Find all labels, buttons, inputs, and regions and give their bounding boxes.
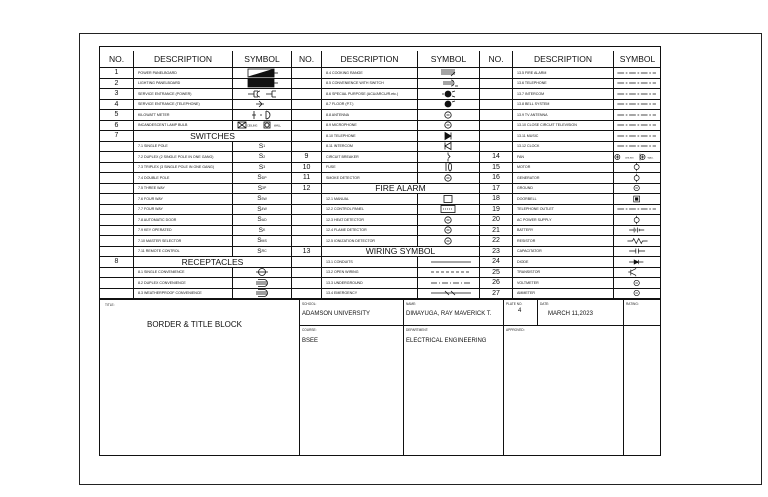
legend-description: SMOKE DETECTOR [322, 173, 418, 184]
legend-description: FUSE [322, 163, 418, 174]
legend-no [100, 226, 134, 237]
legend-description: SERVICE ENTRANCE (POWER) [134, 89, 233, 100]
legend-description: RESISTOR [513, 236, 614, 247]
legend-no [100, 289, 134, 300]
battery-symbol-icon [614, 226, 661, 236]
legend-description: 13.5 FIRE ALARM [513, 68, 614, 79]
legend-symbol [418, 205, 480, 216]
legend-symbol [614, 236, 661, 247]
legend-description: 13.12 CLOCK [513, 142, 614, 153]
legend-symbol [614, 89, 661, 100]
switch-subscript: RC [261, 249, 267, 254]
legend-no [100, 152, 134, 163]
header-description: DESCRIPTION [134, 51, 233, 68]
legend-description: TRANSISTOR [513, 268, 614, 279]
legend-symbol [233, 121, 292, 132]
legend-symbol [614, 121, 661, 132]
legend-description: POWER PANELBOARD [134, 68, 233, 79]
switch-subscript: AD [261, 217, 267, 222]
legend-no: 7 [100, 131, 134, 142]
legend-description: SERVICE ENTRANCE (TELEPHONE) [134, 100, 233, 111]
legend-symbol: S 3W [233, 194, 292, 205]
legend-no: 25 [480, 268, 513, 279]
conv-sw-symbol-icon [421, 79, 477, 89]
legend-no: 11 [292, 173, 322, 184]
legend-no [292, 257, 322, 268]
legend-description: 13.4 EMERGENCY [322, 289, 418, 300]
legend-symbol [418, 173, 480, 184]
legend-symbol [614, 194, 661, 205]
legend-symbol [233, 110, 292, 121]
title-block-mid-border [299, 325, 661, 326]
legend-description: AMMETER [513, 289, 614, 300]
legend-description: 12.1 MANUAL [322, 194, 418, 205]
legend-description: 8.9 MICROPHONE [322, 121, 418, 132]
legend-symbol [418, 152, 480, 163]
legend-symbol [418, 163, 480, 174]
circle-symbol-icon [421, 173, 477, 183]
legend-no: 16 [480, 173, 513, 184]
legend-symbol [233, 89, 292, 100]
legend-description: CIRCUIT BREAKER [322, 152, 418, 163]
legend-description: 8.3 WEATHERPROOF CONVENIENCE [134, 289, 233, 300]
legend-symbol [614, 247, 661, 258]
legend-symbol [418, 110, 480, 121]
lamp-symbol-icon [234, 121, 290, 131]
legend-no [480, 110, 513, 121]
legend-symbol [233, 100, 292, 111]
legend-no [480, 131, 513, 142]
department-value: ELECTRICAL ENGINEERING [406, 338, 487, 344]
legend-description: 13.10 CLOSE CIRCUIT TELEVISION [513, 121, 614, 132]
transistor-symbol-icon [614, 268, 661, 278]
circle-symbol-icon [614, 278, 661, 288]
legend-symbol [418, 236, 480, 247]
legend-description: INCANDESCENT LAMP BULB [134, 121, 233, 132]
switch-subscript: K [263, 228, 266, 233]
legend-no [100, 142, 134, 153]
legend-description: 12.2 CONTROL PANEL [322, 205, 418, 216]
legend-symbol: S MS [233, 236, 292, 247]
legend-no [100, 278, 134, 289]
line-alt-symbol-icon [614, 100, 661, 110]
title-block-divider-plate [503, 299, 504, 455]
legend-no [480, 100, 513, 111]
legend-no: 26 [480, 278, 513, 289]
legend-symbol [614, 184, 661, 195]
legend-symbol [614, 215, 661, 226]
legend-no [292, 89, 322, 100]
header-no: NO. [100, 51, 134, 68]
legend-symbol [418, 79, 480, 90]
legend-no: 9 [292, 152, 322, 163]
legend-no: 17 [480, 184, 513, 195]
header-no: NO. [480, 51, 513, 68]
header-symbol: SYMBOL [418, 51, 480, 68]
legend-symbol: S 4W [233, 205, 292, 216]
legend-description: 7.11 REMOTE CONTROL [134, 247, 233, 258]
legend-no [292, 205, 322, 216]
legend-no: 14 [480, 152, 513, 163]
title-block-divider-date [537, 299, 538, 325]
legend-symbol: S 2 [233, 152, 292, 163]
legend-symbol [614, 68, 661, 79]
legend-description: 7.5 THREE WAY [134, 184, 233, 195]
legend-description: 8.6 SPECIAL PURPOSE (ACU/ARCU/R.etc.) [322, 89, 418, 100]
legend-symbol [418, 215, 480, 226]
legend-description: 13.2 OPEN WIRING [322, 268, 418, 279]
circle-symbol-icon [421, 121, 477, 131]
switch-subscript: 1 [263, 144, 266, 149]
legend-no [292, 79, 322, 90]
rec-duplex-symbol-icon [234, 278, 290, 288]
legend-description: BATTERY [513, 226, 614, 237]
legend-no [480, 121, 513, 132]
legend-no: 1 [100, 68, 134, 79]
switch-subscript: 4W [261, 207, 267, 212]
legend-no: 23 [480, 247, 513, 258]
legend-symbol [614, 173, 661, 184]
line-solid-symbol-icon [421, 257, 477, 267]
line-alt-symbol-icon [614, 68, 661, 78]
legend-symbol [614, 110, 661, 121]
switch-subscript: 3 [263, 165, 266, 170]
legend-description: 8.8 ANTENNA [322, 110, 418, 121]
motor-symbol-icon [614, 215, 661, 225]
legend-no: 20 [480, 215, 513, 226]
section-title: SWITCHES [134, 131, 292, 142]
legend-symbol [418, 289, 480, 300]
fan-wall-label: WALL [647, 157, 654, 160]
legend-no: 15 [480, 163, 513, 174]
legend-description: 7.2 DUPLEX (2 SINGLE POLE IN ONE GANG) [134, 152, 233, 163]
legend-symbol: S AD [233, 215, 292, 226]
capacitor-symbol-icon [614, 247, 661, 257]
circle-symbol-icon [614, 289, 661, 299]
header-no: NO. [292, 51, 322, 68]
legend-description: 7.8 AUTOMATIC DOOR [134, 215, 233, 226]
panel-box-symbol-icon [421, 205, 477, 215]
legend-no [292, 142, 322, 153]
legend-symbol [614, 205, 661, 216]
title-block-top-border [100, 299, 661, 300]
approved-label: APPROVED: [506, 328, 525, 332]
course-value: BSEE [302, 338, 319, 344]
legend-symbol [614, 131, 661, 142]
legend-no [480, 89, 513, 100]
legend-no [292, 215, 322, 226]
legend-no: 3 [100, 89, 134, 100]
legend-no [292, 68, 322, 79]
floor-symbol-icon [421, 100, 477, 110]
legend-symbol [233, 278, 292, 289]
line-alt-symbol-icon [614, 110, 661, 120]
fan-ceiling-label: CEILING [624, 157, 634, 160]
legend-no [480, 79, 513, 90]
legend-no [100, 173, 134, 184]
legend-no: 18 [480, 194, 513, 205]
legend-description: TELEPHONE OUTLET [513, 205, 614, 216]
legend-symbol [418, 278, 480, 289]
legend-symbol [614, 278, 661, 289]
department-label: DEPARTMENT: [406, 328, 429, 332]
legend-symbol [418, 68, 480, 79]
legend-no [480, 142, 513, 153]
rating-label: RATING: [626, 302, 639, 306]
line-alt-symbol-icon [614, 79, 661, 89]
legend-no [292, 236, 322, 247]
legend-description: 7.6 FOUR WAY [134, 194, 233, 205]
legend-no [100, 268, 134, 279]
service-tel-symbol-icon [234, 100, 290, 110]
fuse-symbol-icon [421, 163, 477, 173]
legend-symbol [233, 289, 292, 300]
legend-symbol [418, 268, 480, 279]
legend-description: MOTOR [513, 163, 614, 174]
line-alt-symbol-icon [614, 131, 661, 141]
legend-symbol [614, 268, 661, 279]
square-symbol-icon [421, 194, 477, 204]
date-label: DATE: [540, 302, 550, 306]
legend-description: FAN [513, 152, 614, 163]
legend-no [292, 278, 322, 289]
circle-symbol-icon [421, 215, 477, 225]
legend-symbol [418, 121, 480, 132]
title-block-divider-rating [623, 299, 624, 455]
motor-symbol-icon [614, 163, 661, 173]
legend-no: 12 [292, 184, 322, 195]
legend-description: LIGHTING PANELBOARD [134, 79, 233, 90]
legend-symbol [614, 152, 661, 163]
legend-no [292, 131, 322, 142]
section-title: RECEPTACLES [134, 257, 292, 268]
legend-description: CAPACITATOR [513, 247, 614, 258]
legend-description: 13.1 CONDUITS [322, 257, 418, 268]
line-dashdot-symbol-icon [421, 278, 477, 288]
legend-description: DOORBELL [513, 194, 614, 205]
legend-no [100, 236, 134, 247]
plate-value: 4 [518, 308, 522, 314]
switch-subscript: MS [261, 238, 267, 243]
rec-wp-symbol-icon [234, 289, 290, 299]
doorbell-symbol-icon [614, 194, 661, 204]
legend-no [292, 289, 322, 300]
line-alt-symbol-icon [614, 142, 661, 152]
legend-no: 8 [100, 257, 134, 268]
legend-symbol [233, 79, 292, 90]
legend-description: 8.2 DUPLEX CONVENIENCE [134, 278, 233, 289]
legend-description: 8.1 SINGLE CONVENIENCE [134, 268, 233, 279]
legend-no: 4 [100, 100, 134, 111]
legend-description: KILOWATT METER [134, 110, 233, 121]
motor-symbol-icon [614, 173, 661, 183]
legend-no [292, 226, 322, 237]
name-label: NAME: [406, 302, 417, 306]
legend-description: 8.4 COOKING RANGE [322, 68, 418, 79]
resistor-symbol-icon [614, 236, 661, 246]
legend-no [292, 268, 322, 279]
legend-no: 5 [100, 110, 134, 121]
legend-description: AC POWER SUPPLY [513, 215, 614, 226]
range-symbol-icon [421, 68, 477, 78]
line-emerg-symbol-icon [421, 289, 477, 299]
legend-description: 7.1 SINGLE POLE [134, 142, 233, 153]
legend-description: 12.4 FLAME DETECTOR [322, 226, 418, 237]
legend-description: GROUND [513, 184, 614, 195]
legend-symbol [418, 142, 480, 153]
line-alt-symbol-icon [614, 121, 661, 131]
legend-symbol [614, 100, 661, 111]
legend-description: 7.10 MASTER SELECTOR [134, 236, 233, 247]
breaker-symbol-icon [421, 152, 477, 162]
legend-no [480, 68, 513, 79]
fan-symbol-icon [614, 152, 661, 162]
circle-symbol-icon [421, 226, 477, 236]
kwh-symbol-icon [234, 110, 290, 120]
special-symbol-icon [421, 89, 477, 99]
circle-symbol-icon [421, 236, 477, 246]
legend-description: 8.7 FLOOR (P.T.) [322, 100, 418, 111]
section-title: FIRE ALARM [322, 184, 480, 195]
name-value: DIMAYUGA, RAY MAVERICK T. [406, 311, 492, 317]
title-block-divider-left [299, 299, 300, 455]
switch-subscript: 3W [261, 196, 267, 201]
panel-lighting-symbol-icon [234, 79, 290, 89]
rec-single-symbol-icon [234, 268, 290, 278]
legend-symbol [418, 131, 480, 142]
diode-symbol-icon [614, 257, 661, 267]
legend-symbol [614, 163, 661, 174]
lamp-ceiling-label: CEILING [247, 124, 258, 128]
legend-symbol [614, 226, 661, 237]
legend-symbol: S DP [233, 173, 292, 184]
title-block-divider-name [403, 299, 404, 455]
legend-symbol [614, 289, 661, 300]
intercom-symbol-icon [421, 142, 477, 152]
legend-description: 8.10 TELEPHONE [322, 131, 418, 142]
legend-description: 13.7 INTERCOM [513, 89, 614, 100]
legend-symbol: S RC [233, 247, 292, 258]
legend-description: 13.9 TV ANTENNA [513, 110, 614, 121]
school-label: SCHOOL: [302, 302, 317, 306]
legend-description: 13.11 MUSIC [513, 131, 614, 142]
legend-symbol: S 3P [233, 184, 292, 195]
switch-subscript: DP [261, 175, 267, 180]
legend-no [292, 121, 322, 132]
legend-description: 7.3 TRIPLEX (3 SINGLE POLE IN ONE GANG) [134, 163, 233, 174]
circle-symbol-icon [614, 184, 661, 194]
header-symbol: SYMBOL [614, 51, 661, 68]
school-value: ADAMSON UNIVERSITY [302, 311, 371, 317]
legend-symbol [418, 89, 480, 100]
legend-no: 6 [100, 121, 134, 132]
legend-symbol [418, 226, 480, 237]
circle-symbol-icon [421, 110, 477, 120]
legend-description: 13.3 UNDERGROUND [322, 278, 418, 289]
legend-no [100, 163, 134, 174]
legend-no [100, 205, 134, 216]
header-description: DESCRIPTION [513, 51, 614, 68]
plate-label: PLATE NO. [506, 302, 523, 306]
header-symbol: SYMBOL [233, 51, 292, 68]
legend-symbol [418, 194, 480, 205]
legend-no: 22 [480, 236, 513, 247]
legend-description: GENERATOR [513, 173, 614, 184]
legend-description: 13.8 BELL SYSTEM [513, 100, 614, 111]
legend-no: 24 [480, 257, 513, 268]
title-label: TITLE: [105, 303, 115, 307]
legend-symbol [614, 79, 661, 90]
switch-subscript: 2 [263, 154, 266, 159]
legend-description: 8.11 INTERCOM [322, 142, 418, 153]
legend-no [100, 247, 134, 258]
service-power-symbol-icon [234, 89, 290, 99]
legend-no: 13 [292, 247, 322, 258]
legend-description: 12.3 HEAT DETECTOR [322, 215, 418, 226]
line-alt-symbol-icon [614, 89, 661, 99]
legend-no [292, 194, 322, 205]
legend-symbol: S 1 [233, 142, 292, 153]
legend-description: 8.5 CONVENIENCE WITH SWITCH [322, 79, 418, 90]
legend-symbol [418, 100, 480, 111]
legend-symbol: S K [233, 226, 292, 237]
legend-symbol [233, 68, 292, 79]
legend-no [292, 100, 322, 111]
legend-description: 7.9 KEY OPERATED [134, 226, 233, 237]
legend-no [100, 215, 134, 226]
legend-no: 2 [100, 79, 134, 90]
legend-no: 10 [292, 163, 322, 174]
section-title: WIRING SYMBOL [322, 247, 480, 258]
legend-description: 7.7 FOUR WAY [134, 205, 233, 216]
legend-description: 12.5 IONIZATION DETECTOR [322, 236, 418, 247]
date-value: MARCH 11,2023 [548, 311, 593, 317]
line-alt-symbol-icon [614, 205, 661, 215]
legend-no: 21 [480, 226, 513, 237]
legend-symbol: S 3 [233, 163, 292, 174]
legend-symbol [614, 142, 661, 153]
panel-power-symbol-icon [234, 68, 290, 78]
legend-description: DIODE [513, 257, 614, 268]
legend-no: 27 [480, 289, 513, 300]
header-description: DESCRIPTION [322, 51, 418, 68]
legend-no [100, 184, 134, 195]
drawing-title: BORDER & TITLE BLOCK [147, 320, 242, 329]
legend-no: 19 [480, 205, 513, 216]
tel-symbol-icon [421, 131, 477, 141]
legend-no [100, 194, 134, 205]
legend-symbol [614, 257, 661, 268]
legend-description: 7.4 DOUBLE POLE [134, 173, 233, 184]
drawing-border-frame [99, 46, 661, 456]
legend-description: 13.6 TELEPHONE [513, 79, 614, 90]
legend-symbol [418, 257, 480, 268]
legend-no [292, 110, 322, 121]
line-dash-symbol-icon [421, 268, 477, 278]
legend-symbol [233, 268, 292, 279]
course-label: COURSE: [302, 328, 317, 332]
lamp-wall-label: WALL [274, 124, 281, 128]
legend-description: VOLTMETER [513, 278, 614, 289]
switch-subscript: 3P [262, 186, 267, 191]
